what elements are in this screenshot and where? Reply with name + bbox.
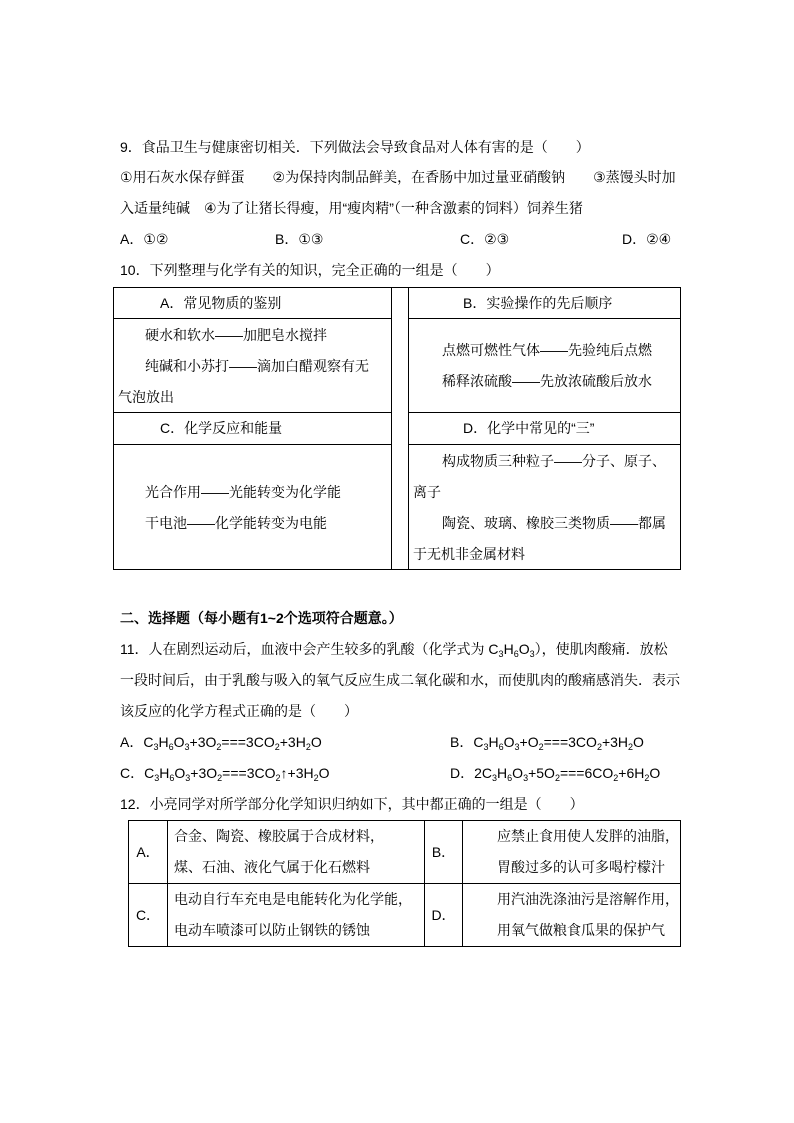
cell-d-content: [409, 445, 680, 569]
cell-a-header: [114, 288, 391, 319]
cell-c-content: [168, 884, 425, 946]
table-line: 电动自行车充电是电能转化为化学能，: [174, 891, 412, 907]
cell-c-label: [129, 884, 168, 946]
subscript: 6: [169, 773, 175, 783]
table-line: 应禁止食用使人发胖的油脂，: [497, 828, 679, 844]
cell-d-label: [425, 884, 463, 946]
subscript: 3: [498, 649, 504, 659]
subscript: 3: [184, 742, 190, 752]
cell-c-content: [114, 445, 391, 569]
table-line: 硬水和软水——加肥皂水搅拌: [145, 327, 327, 343]
question-11-stem-line: 该反应的化学方程式正确的是（ ）: [120, 703, 358, 719]
table-line: 电动车喷漆可以防止钢铁的锈蚀: [174, 922, 370, 938]
question-10-stem: 10．下列整理与化学有关的知识，完全正确的一组是（ ）: [120, 262, 500, 278]
subscript: 6: [168, 742, 174, 752]
table-line: 于无机非金属材料: [413, 546, 525, 562]
question-9-statement-line: ①用石灰水保存鲜蛋 ②为保持肉制品鲜美，在香肠中加过量亚硝酸钠 ③蒸馒头时加: [120, 169, 676, 185]
subscript: 3: [514, 742, 520, 752]
subscript: 2: [275, 773, 281, 783]
subscript: 6: [507, 773, 513, 783]
cell-d-label-text: D．: [431, 907, 456, 923]
table-line: 干电池——化学能转变为电能: [145, 515, 327, 531]
table-line: 气泡放出: [118, 389, 174, 405]
table-line: 构成物质三种粒子——分子、原子、: [442, 453, 666, 469]
question-10-table: [113, 287, 681, 570]
cell-b-header-text: B．实验操作的先后顺序: [463, 295, 613, 311]
subscript: 3: [529, 649, 535, 659]
subscript: 3: [185, 773, 191, 783]
subscript: 2: [538, 742, 544, 752]
cell-a-label: [129, 821, 168, 884]
question-9-option-c: C．②③: [460, 231, 510, 247]
cell-d-header: [409, 413, 680, 445]
cell-c-label-text: C．: [135, 907, 161, 923]
subscript: 2: [628, 742, 634, 752]
subscript: 2: [596, 742, 602, 752]
cell-d-header-text: D．化学中常见的“三”: [463, 420, 595, 436]
table-line: 胃酸过多的认可多喝柠檬汁: [497, 859, 665, 875]
cell-d-content: [463, 884, 680, 946]
table-column-left: [114, 288, 392, 569]
subscript: 2: [313, 773, 319, 783]
subscript: 2: [217, 773, 223, 783]
table-line: 稀释浓硫酸——先放浓硫酸后放水: [442, 373, 652, 389]
cell-c-header: [114, 413, 391, 445]
subscript: 3: [483, 742, 489, 752]
question-9-option-d: D．②④: [622, 231, 672, 247]
table-line: 点燃可燃性气体——先验纯后点燃: [442, 342, 652, 358]
table-line: 纯碱和小苏打——滴加白醋观察有无: [145, 358, 369, 374]
table-line: 离子: [413, 484, 441, 500]
table-line: 陶瓷、玻璃、橡胶三类物质——都属: [442, 515, 666, 531]
question-9-option-b: B．①③: [275, 231, 324, 247]
question-11-option-a: A．$C_3H_6O_3+3O_2===3CO_2+3H_2O$: [120, 734, 322, 752]
table-line: 用汽油洗涤油污是溶解作用，: [497, 891, 679, 907]
cell-b-label-text: B．: [431, 844, 456, 860]
cell-a-label-text: A．: [136, 844, 160, 860]
subscript: 3: [523, 773, 529, 783]
subscript: 3: [153, 742, 159, 752]
subscript: 2: [613, 773, 619, 783]
question-11-stem-line: 11．人在剧烈运动后，血液中会产生较多的乳酸（化学式为 $C_3H_6O_3$），使肌肉酸痛．放松: [120, 641, 668, 659]
question-11-option-d: D．$2C_3H_6O_3+5O_2===6CO_2+6H_2O$: [450, 765, 661, 783]
table-column-right: [408, 288, 680, 569]
question-11-option-b: B．$C_3H_6O_3+O_2===3CO_2+3H_2O$: [450, 734, 644, 752]
cell-b-label: [425, 821, 463, 884]
question-9-option-a: A．①②: [120, 231, 169, 247]
cell-b-content: [409, 319, 680, 413]
subscript: 2: [305, 742, 311, 752]
table-line: 光合作用——光能转变为化学能: [145, 484, 341, 500]
subscript: 2: [644, 773, 650, 783]
cell-c-header-text: C．化学反应和能量: [160, 420, 283, 436]
subscript: 6: [513, 649, 519, 659]
subscript: 3: [492, 773, 498, 783]
question-12-table: [128, 820, 681, 947]
cell-b-header: [409, 288, 680, 319]
question-9-statement-line: 入适量纯碱 ④为了让猪长得瘦，用“瘦肉精”（一种含激素的饲料）饲养生猪: [120, 200, 583, 216]
table-line: 用氧气做粮食瓜果的保护气: [497, 922, 665, 938]
cell-a-header-text: A．常见物质的鉴别: [160, 295, 282, 311]
table-line: 合金、陶瓷、橡胶属于合成材料，: [174, 828, 384, 844]
question-12-stem: 12．小亮同学对所学部分化学知识归纳如下，其中都正确的一组是（ ）: [120, 796, 584, 812]
subscript: 2: [274, 742, 280, 752]
question-11-option-c: C．$C_3H_6O_3+3O_2===3CO_2↑+3H_2O$: [120, 765, 330, 783]
question-9-stem: 9．食品卫生与健康密切相关．下列做法会导致食品对人体有害的是（ ）: [120, 139, 590, 155]
cell-a-content: [168, 821, 425, 884]
subscript: 2: [554, 773, 560, 783]
subscript: 2: [216, 742, 222, 752]
cell-a-content: [114, 319, 391, 413]
section-2-title: 二、选择题（每小题有1~2个选项符合题意。）: [120, 610, 403, 626]
subscript: 6: [498, 742, 504, 752]
subscript: 3: [154, 773, 160, 783]
cell-b-content: [463, 821, 680, 884]
table-line: 煤、石油、液化气属于化石燃料: [174, 859, 370, 875]
question-11-stem-line: 一段时间后，由于乳酸与吸入的氧气反应生成二氧化碳和水，而使肌肉的酸痛感消失．表示: [120, 672, 680, 688]
